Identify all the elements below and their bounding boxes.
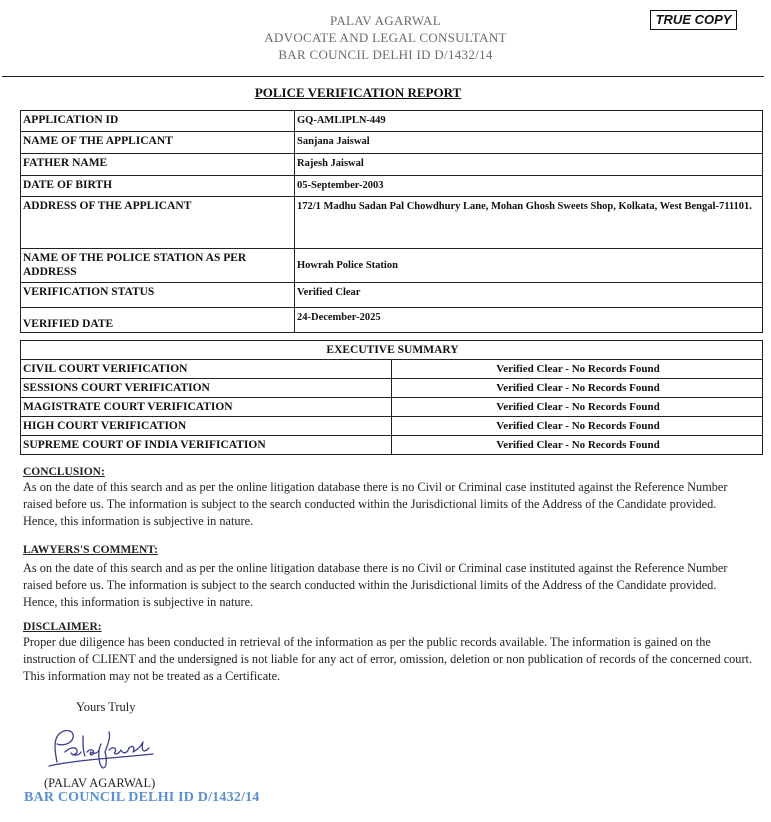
court-label: CIVIL COURT VERIFICATION bbox=[21, 360, 392, 379]
table-row bbox=[21, 379, 763, 398]
summary-heading: EXECUTIVE SUMMARY bbox=[21, 341, 763, 360]
row-label: DATE OF BIRTH bbox=[21, 176, 295, 197]
table-row bbox=[21, 283, 763, 308]
row-label: ADDRESS OF THE APPLICANT bbox=[21, 197, 295, 249]
lawyers-comment-text: As on the date of this search and as per the online litigation database there is no Civil or Criminal case instituted against the Reference Number raised before us. The information is subject to the search conducted within the Jurisdictional limits of the Address of the Candidate provided. Hence, this information is subjective in nature. bbox=[23, 561, 728, 609]
row-value: 172/1 Madhu Sadan Pal Chowdhury Lane, Mohan Ghosh Sweets Shop, Kolkata, West Bengal-711101. bbox=[295, 197, 763, 249]
report-title: POLICE VERIFICATION REPORT bbox=[254, 85, 462, 100]
row-label: VERIFICATION STATUS bbox=[21, 283, 295, 308]
conclusion-heading: CONCLUSION: bbox=[23, 466, 105, 478]
advocate-name: PALAV AGARWAL bbox=[330, 13, 441, 28]
table-row bbox=[21, 417, 763, 436]
handwritten-signature bbox=[45, 722, 157, 774]
true-copy-stamp: TRUE COPY bbox=[650, 10, 737, 30]
court-label: SUPREME COURT OF INDIA VERIFICATION bbox=[21, 436, 392, 455]
table-row bbox=[21, 249, 763, 283]
table-row bbox=[21, 197, 763, 249]
conclusion-text: As on the date of this search and as per the online litigation database there is no Civil or Criminal case instituted against the Reference Number raised before us. The information is subject to the search conducted within the Jurisdictional limits of the Address of the Candidate provided. Hence, this information is subjective in nature. bbox=[23, 480, 728, 528]
table-row bbox=[21, 436, 763, 455]
row-label: FATHER NAME bbox=[21, 154, 295, 176]
disclaimer-section bbox=[23, 620, 753, 685]
signer-bar-council-id: BAR COUNCIL DELHI ID D/1432/14 bbox=[24, 790, 260, 805]
table-row bbox=[21, 360, 763, 379]
table-row bbox=[21, 308, 763, 333]
row-label: VERIFIED DATE bbox=[21, 308, 295, 333]
letterhead-bar-id: BAR COUNCIL DELHI ID D/1432/14 bbox=[278, 47, 493, 62]
row-label: NAME OF THE APPLICANT bbox=[21, 132, 295, 154]
court-result: Verified Clear - No Records Found bbox=[392, 398, 763, 417]
table-row bbox=[21, 132, 763, 154]
conclusion-section bbox=[23, 465, 753, 530]
row-value: Sanjana Jaiswal bbox=[295, 132, 763, 154]
table-row bbox=[21, 154, 763, 176]
row-value: Rajesh Jaiswal bbox=[295, 154, 763, 176]
signer-name: (PALAV AGARWAL) bbox=[44, 776, 156, 790]
row-value: 24-December-2025 bbox=[295, 308, 763, 333]
closing-salutation: Yours Truly bbox=[76, 700, 136, 714]
table-row bbox=[21, 398, 763, 417]
court-result: Verified Clear - No Records Found bbox=[392, 360, 763, 379]
advocate-profession: ADVOCATE AND LEGAL CONSULTANT bbox=[264, 30, 507, 45]
header-divider bbox=[2, 76, 764, 77]
court-result: Verified Clear - No Records Found bbox=[392, 379, 763, 398]
lawyers-comment-heading: LAWYERS'S COMMENT: bbox=[23, 544, 158, 556]
disclaimer-text: Proper due diligence has been conducted in retrieval of the information as per the public records available. The information is gained on the instruction of CLIENT and the undersigned is not liable for any act of error, omission, deletion or non publication of records of the concerned court. This information may not be treated as a Certificate. bbox=[23, 635, 753, 683]
applicant-details-table bbox=[20, 110, 763, 333]
row-value: Verified Clear bbox=[295, 283, 763, 308]
executive-summary-table bbox=[20, 340, 763, 455]
row-value: Howrah Police Station bbox=[295, 249, 763, 283]
row-value: GQ-AMLIPLN-449 bbox=[295, 111, 763, 132]
row-value: 05-September-2003 bbox=[295, 176, 763, 197]
lawyers-comment-section bbox=[23, 543, 753, 611]
table-row bbox=[21, 176, 763, 197]
court-label: SESSIONS COURT VERIFICATION bbox=[21, 379, 392, 398]
court-label: HIGH COURT VERIFICATION bbox=[21, 417, 392, 436]
court-label: MAGISTRATE COURT VERIFICATION bbox=[21, 398, 392, 417]
row-label: NAME OF THE POLICE STATION AS PER ADDRESS bbox=[21, 249, 295, 283]
court-result: Verified Clear - No Records Found bbox=[392, 417, 763, 436]
row-label: APPLICATION ID bbox=[21, 111, 295, 132]
table-header-row bbox=[21, 341, 763, 360]
table-row bbox=[21, 111, 763, 132]
disclaimer-heading: DISCLAIMER: bbox=[23, 621, 102, 633]
court-result: Verified Clear - No Records Found bbox=[392, 436, 763, 455]
